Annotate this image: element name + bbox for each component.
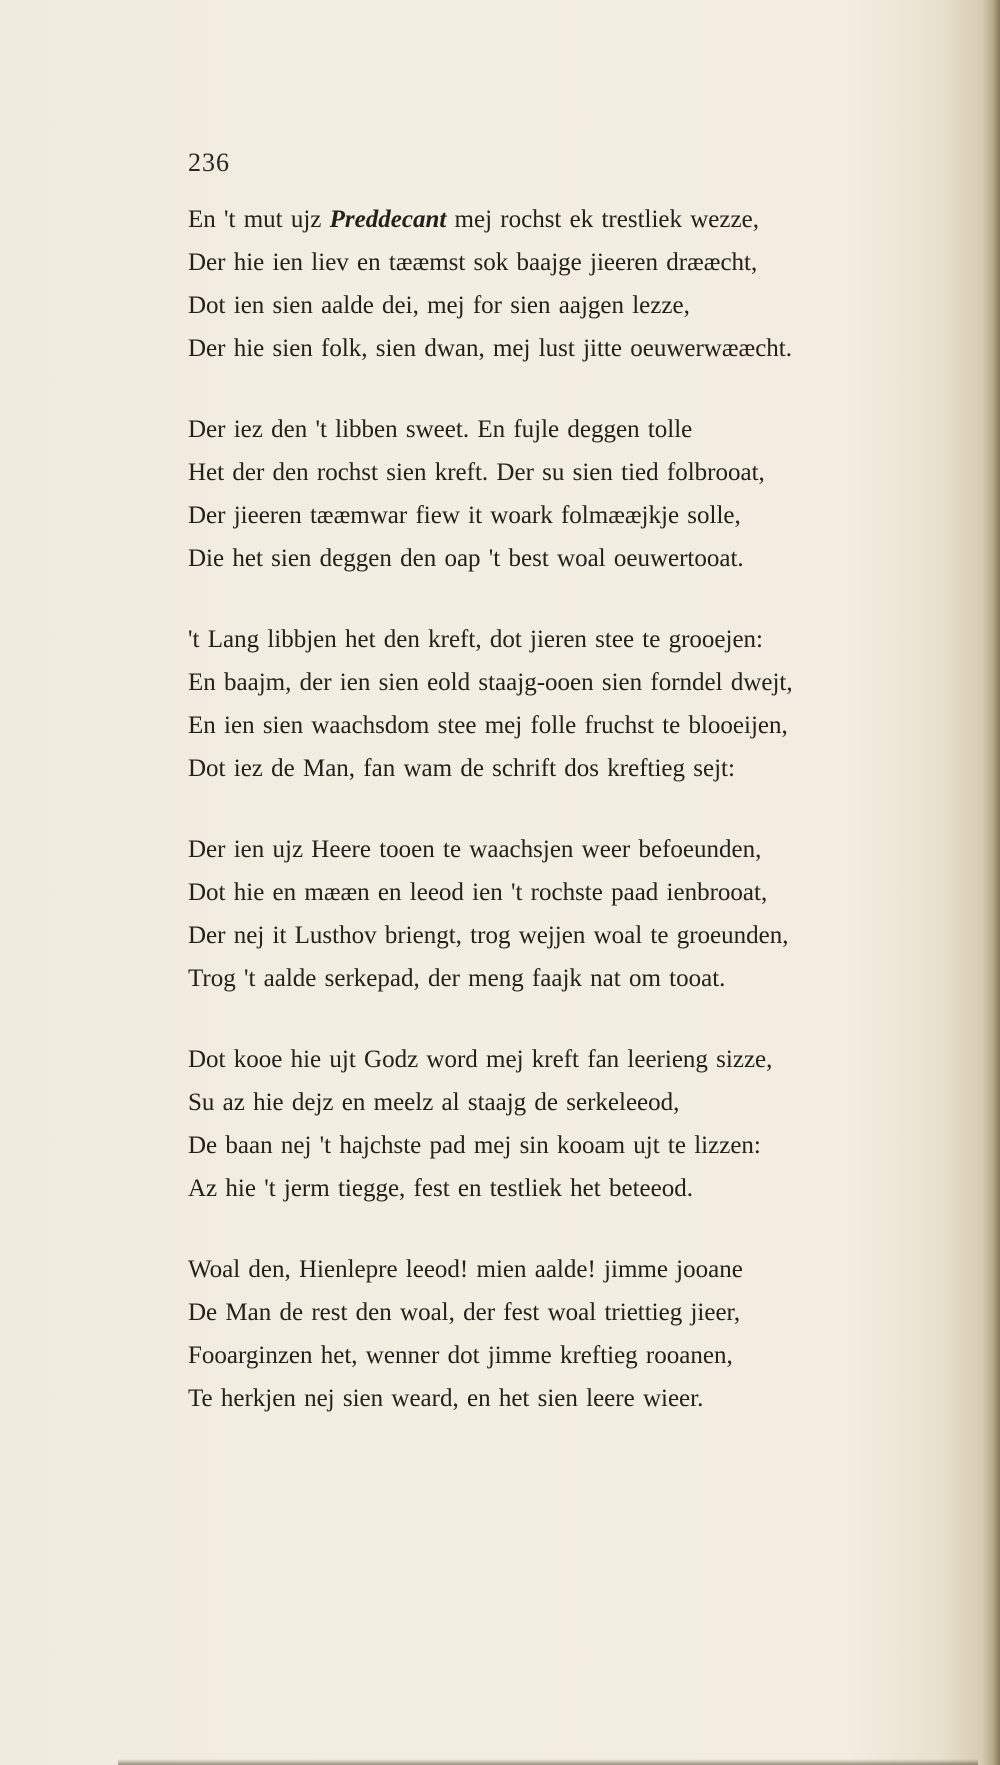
stanza [188, 828, 908, 1000]
poem-line: 't Lang libbjen het den kreft, dot jieren stee te grooejen: [188, 626, 764, 653]
stanza [188, 198, 908, 370]
poem-line: Der nej it Lusthov briengt, trog wejjen woal te groeunden, [188, 922, 789, 949]
poem [188, 198, 908, 1458]
poem-line: En ien sien waachsdom stee mej folle fruchst te blooeijen, [188, 712, 788, 739]
poem-line: Az hie 't jerm tiegge, fest en testliek het beteeod. [188, 1175, 693, 1202]
poem-line: De baan nej 't hajchste pad mej sin kooam ujt te lizzen: [188, 1132, 761, 1159]
poem-line: Der hie ien liev en tææmst sok baajge jieeren drææcht, [188, 249, 758, 276]
page-number: 236 [188, 148, 230, 177]
page-bottom-edge [118, 1759, 978, 1765]
poem-line: Dot hie en mææn en leeod ien 't rochste paad ienbrooat, [188, 879, 768, 906]
emphasized-word: Preddecant [329, 206, 447, 233]
poem-line: Fooarginzen het, wenner dot jimme kreftieg rooanen, [188, 1342, 733, 1369]
stanza [188, 408, 908, 580]
stanza [188, 618, 908, 790]
poem-line: Der iez den 't libben sweet. En fujle deggen tolle [188, 416, 693, 443]
line-text: En 't mut ujz [188, 206, 330, 233]
poem-line: Dot ien sien aalde dei, mej for sien aajgen lezze, [188, 292, 690, 319]
poem-line: Su az hie dejz en meelz al staajg de serkeleeod, [188, 1089, 680, 1116]
line-text: mej rochst ek trestliek wezze, [446, 206, 759, 233]
poem-line: De Man de rest den woal, der fest woal triettieg jieer, [188, 1299, 741, 1326]
poem-line [188, 198, 908, 241]
page-spine-shadow [982, 0, 1000, 1765]
poem-line: Dot iez de Man, fan wam de schrift dos kreftieg sejt: [188, 755, 735, 782]
poem-line: Die het sien deggen den oap 't best woal oeuwertooat. [188, 545, 744, 572]
poem-line: Der ien ujz Heere tooen te waachsjen weer befoeunden, [188, 836, 762, 863]
poem-line: Der jieeren tææmwar fiew it woark folmææjkje solle, [188, 502, 741, 529]
poem-line: Dot kooe hie ujt Godz word mej kreft fan leerieng sizze, [188, 1046, 773, 1073]
poem-line: Der hie sien folk, sien dwan, mej lust jitte oeuwerwææcht. [188, 335, 792, 362]
poem-line: Het der den rochst sien kreft. Der su sien tied folbrooat, [188, 459, 765, 486]
poem-line: Woal den, Hienlepre leeod! mien aalde! jimme jooane [188, 1256, 743, 1283]
poem-line: En baajm, der ien sien eold staajg-ooen sien forndel dwejt, [188, 669, 793, 696]
poem-line: Trog 't aalde serkepad, der meng faajk nat om tooat. [188, 965, 726, 992]
poem-line: Te herkjen nej sien weard, en het sien leere wieer. [188, 1385, 704, 1412]
stanza [188, 1248, 908, 1420]
stanza [188, 1038, 908, 1210]
